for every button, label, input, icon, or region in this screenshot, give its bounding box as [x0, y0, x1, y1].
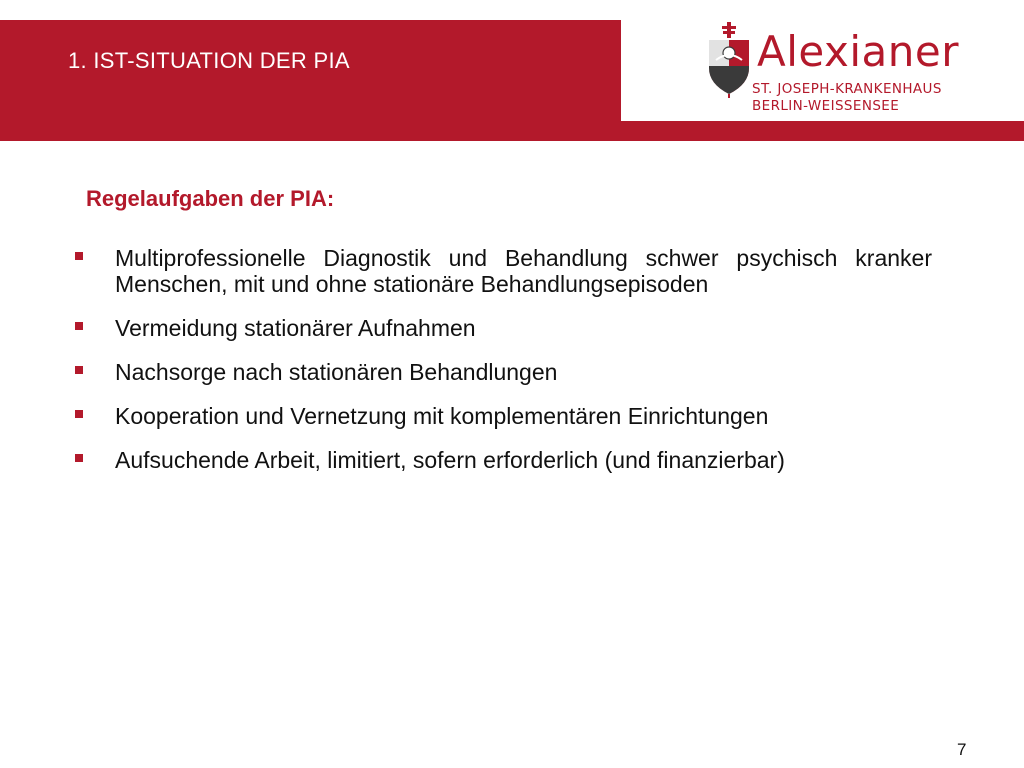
list-item: [72, 403, 932, 429]
square-bullet-icon: [75, 252, 83, 260]
logo-subline-2: BERLIN-WEISSENSEE: [752, 98, 900, 114]
list-item-text: Nachsorge nach stationären Behandlungen: [115, 359, 558, 385]
list-item: [72, 359, 932, 385]
square-bullet-icon: [75, 322, 83, 330]
square-bullet-icon: [75, 410, 83, 418]
logo-name: Alexianer: [757, 27, 959, 76]
logo-subline-1: ST. JOSEPH-KRANKENHAUS: [752, 81, 942, 97]
list-item-text: Aufsuchende Arbeit, limitiert, sofern erforderlich (und finanzierbar): [115, 447, 785, 473]
list-item-text: Multiprofessionelle Diagnostik und Behandlung schwer psychisch kranker Menschen, mit und ohne stationäre Behandlungsepisoden: [115, 245, 932, 297]
slide-section-title: 1. IST-SITUATION DER PIA: [68, 48, 350, 73]
list-item-text: Vermeidung stationärer Aufnahmen: [115, 315, 476, 341]
content-heading: Regelaufgaben der PIA:: [86, 186, 335, 211]
list-item: [72, 447, 932, 473]
list-item-text: Kooperation und Vernetzung mit komplementären Einrichtungen: [115, 403, 769, 429]
page-number: 7: [957, 740, 967, 759]
square-bullet-icon: [75, 366, 83, 374]
list-item: [72, 245, 932, 297]
bullet-list: [72, 245, 932, 491]
logo: [621, 20, 1024, 121]
square-bullet-icon: [75, 454, 83, 462]
list-item: [72, 315, 932, 341]
crest-icon: [706, 20, 752, 100]
